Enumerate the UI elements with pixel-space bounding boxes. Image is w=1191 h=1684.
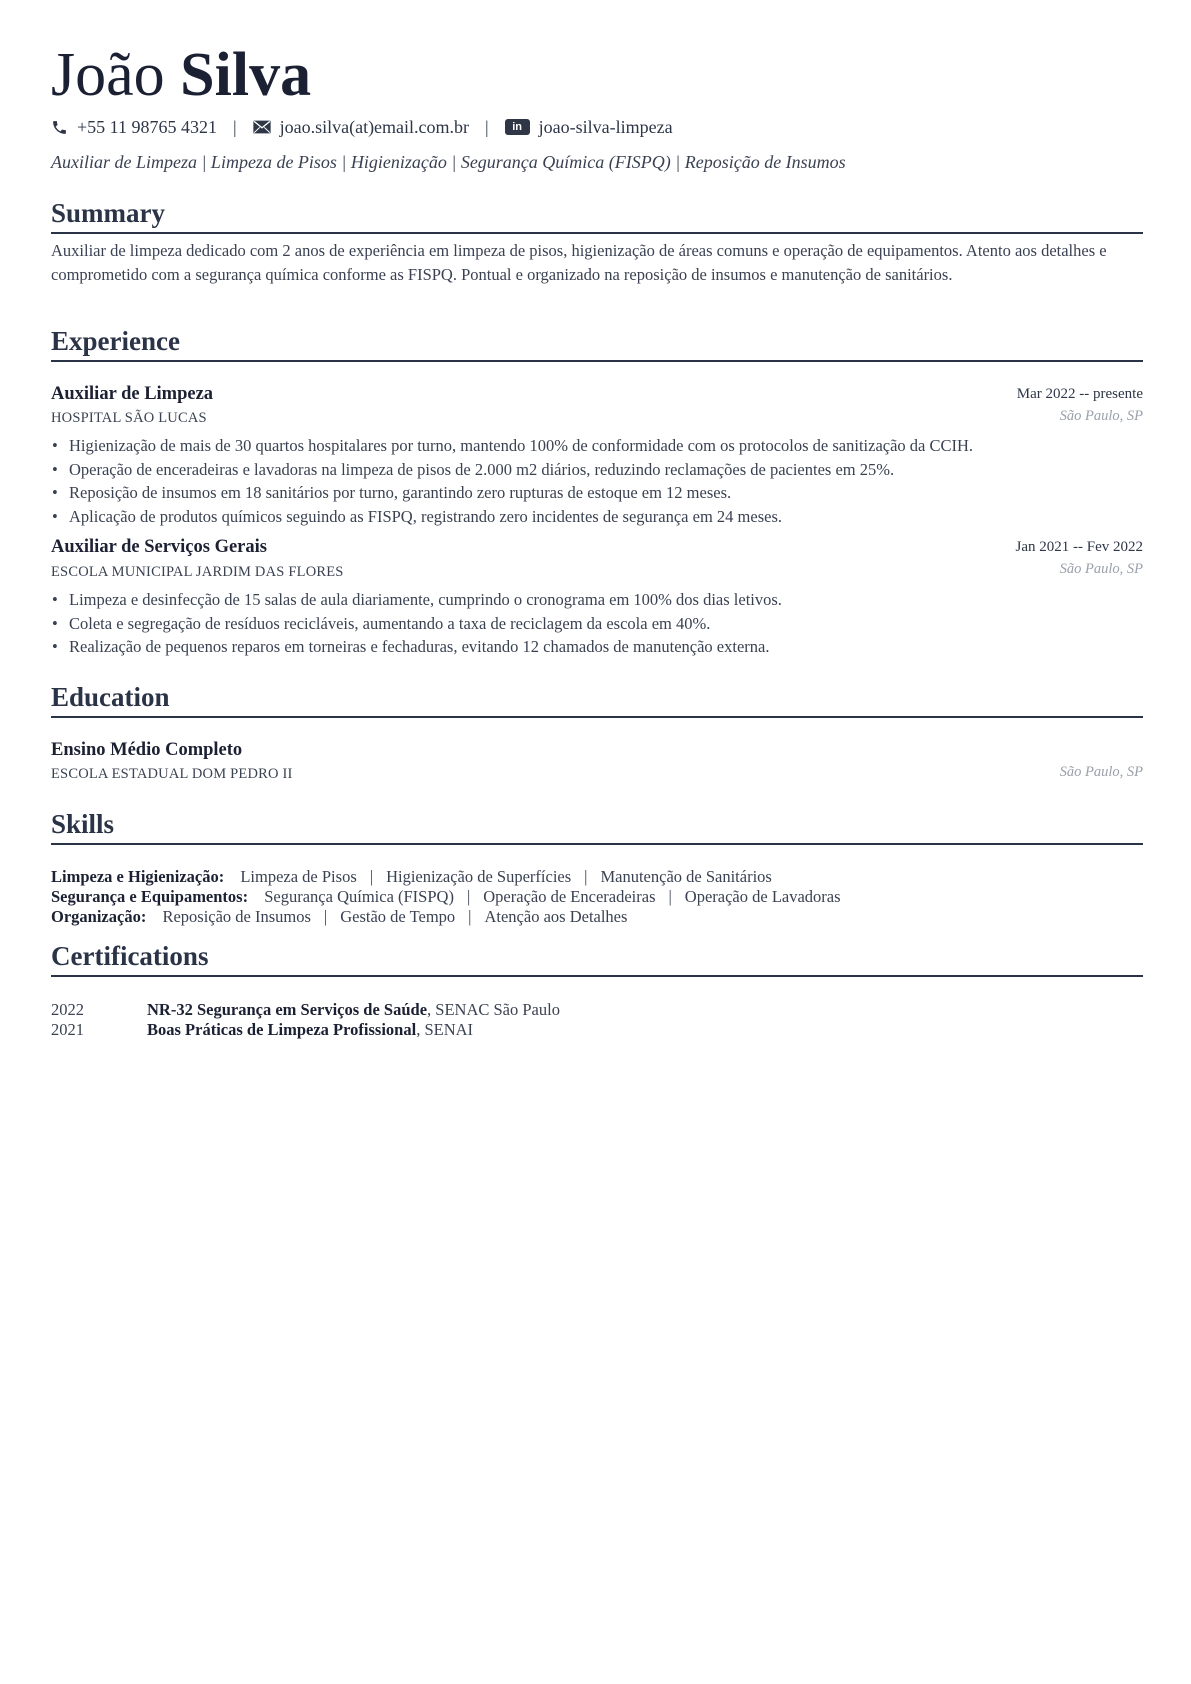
section-title-experience: Experience [51,324,1143,362]
email-address[interactable]: joao.silva(at)email.com.br [279,116,470,137]
list-item: • Limpeza e desinfecção de 15 salas de aula diariamente, cumprindo o cronograma em 100% dos dias letivos. [51,588,1143,612]
job-location: São Paulo, SP [1059,408,1143,424]
linkedin-badge: in [505,119,530,135]
section-title-skills: Skills [51,807,1143,845]
school-location: São Paulo, SP [1059,764,1143,780]
skill-item: Operação de Lavadoras [684,887,841,906]
skill-item: Atenção aos Detalhes [484,907,628,926]
linkedin-icon [505,119,530,135]
first-name: João [51,41,165,109]
certification-year: 2022 [51,1000,84,1019]
section-title-education: Education [51,680,1143,718]
certification-row [51,1000,560,1020]
certification-year: 2021 [51,1020,84,1039]
skill-category: Limpeza e Higienização: [51,867,225,886]
list-item: • Higienização de mais de 30 quartos hospitalares por turno, mantendo 100% de conformidade com os protocolos de sanitização da CCIH. [51,434,1143,458]
degree-title: Ensino Médio Completo [51,740,243,760]
last-name: Silva [180,41,312,109]
certification-row [51,1020,473,1040]
section-title-summary: Summary [51,196,1143,234]
job-employer: ESCOLA MUNICIPAL JARDIM DAS FLORES [51,564,344,580]
section-title-certifications: Certifications [51,939,1143,977]
skill-category: Organização: [51,907,147,926]
job-bullets [51,588,1143,659]
skill-item: Gestão de Tempo [340,907,456,926]
skill-item: Manutenção de Sanitários [600,867,772,886]
list-item: • Realização de pequenos reparos em torneiras e fechaduras, evitando 12 chamados de manutenção externa. [51,635,1143,659]
certification-name: Boas Práticas de Limpeza Profissional [147,1020,417,1039]
job-dates: Mar 2022 -- presente [1016,386,1143,402]
skill-item: Segurança Química (FISPQ) [264,887,454,906]
skill-row: Limpeza e Higienização: Limpeza de Pisos | Higienização de Superfícies | Manutenção de Sanitários [51,867,772,886]
certification-issuer: , SENAC São Paulo [427,1000,560,1019]
job-employer: HOSPITAL SÃO LUCAS [51,410,207,426]
job-title: Auxiliar de Serviços Gerais [51,537,267,557]
job-title: Auxiliar de Limpeza [51,384,214,404]
skill-item: Reposição de Insumos [162,907,311,926]
skill-row: Segurança e Equipamentos: Segurança Química (FISPQ) | Operação de Enceradeiras | Operação de Lavadoras [51,887,841,906]
email-icon [253,120,271,134]
list-item: • Aplicação de produtos químicos seguindo as FISPQ, registrando zero incidentes de segurança em 24 meses. [51,505,1143,529]
candidate-name [51,40,311,110]
job-bullets [51,434,1143,528]
certification-issuer: , SENAI [416,1020,474,1039]
school-name: ESCOLA ESTADUAL DOM PEDRO II [51,766,293,782]
job-dates: Jan 2021 -- Fev 2022 [1015,539,1143,555]
linkedin-handle[interactable]: joao-silva-limpeza [538,116,673,137]
skill-item: Limpeza de Pisos [240,867,357,886]
list-item: • Reposição de insumos em 18 sanitários por turno, garantindo zero rupturas de estoque em 12 meses. [51,481,1143,505]
skill-row: Organização: Reposição de Insumos | Gestão de Tempo | Atenção aos Detalhes [51,907,628,926]
contact-line [51,114,673,140]
contact-separator: | [232,116,237,137]
skill-item: Operação de Enceradeiras [483,887,656,906]
phone-number[interactable]: +55 11 98765 4321 [77,116,217,137]
phone-icon [51,119,68,136]
list-item: • Operação de enceradeiras e lavadoras na limpeza de pisos de 2.000 m2 diários, reduzindo reclamações de pacientes em 25%. [51,458,1143,482]
certification-name: NR-32 Segurança em Serviços de Saúde [147,1000,428,1019]
skill-category: Segurança e Equipamentos: [51,887,249,906]
skill-item: Higienização de Superfícies [386,867,572,886]
contact-separator: | [485,116,489,137]
summary-text: Auxiliar de limpeza dedicado com 2 anos de experiência em limpeza de pisos, higienização de áreas comuns e operação de equipamentos. Atento aos detalhes e comprometido com a segurança química conforme as FISPQ. Pontual e organizado na reposição de insumos e manutenção de sanitários. [51,241,1107,284]
list-item: • Coleta e segregação de resíduos recicláveis, aumentando a taxa de reciclagem da escola em 40%. [51,612,1143,636]
job-location: São Paulo, SP [1059,561,1143,577]
headline: Auxiliar de Limpeza | Limpeza de Pisos | Higienização | Segurança Química (FISPQ) | Reposição de Insumos [51,152,846,172]
